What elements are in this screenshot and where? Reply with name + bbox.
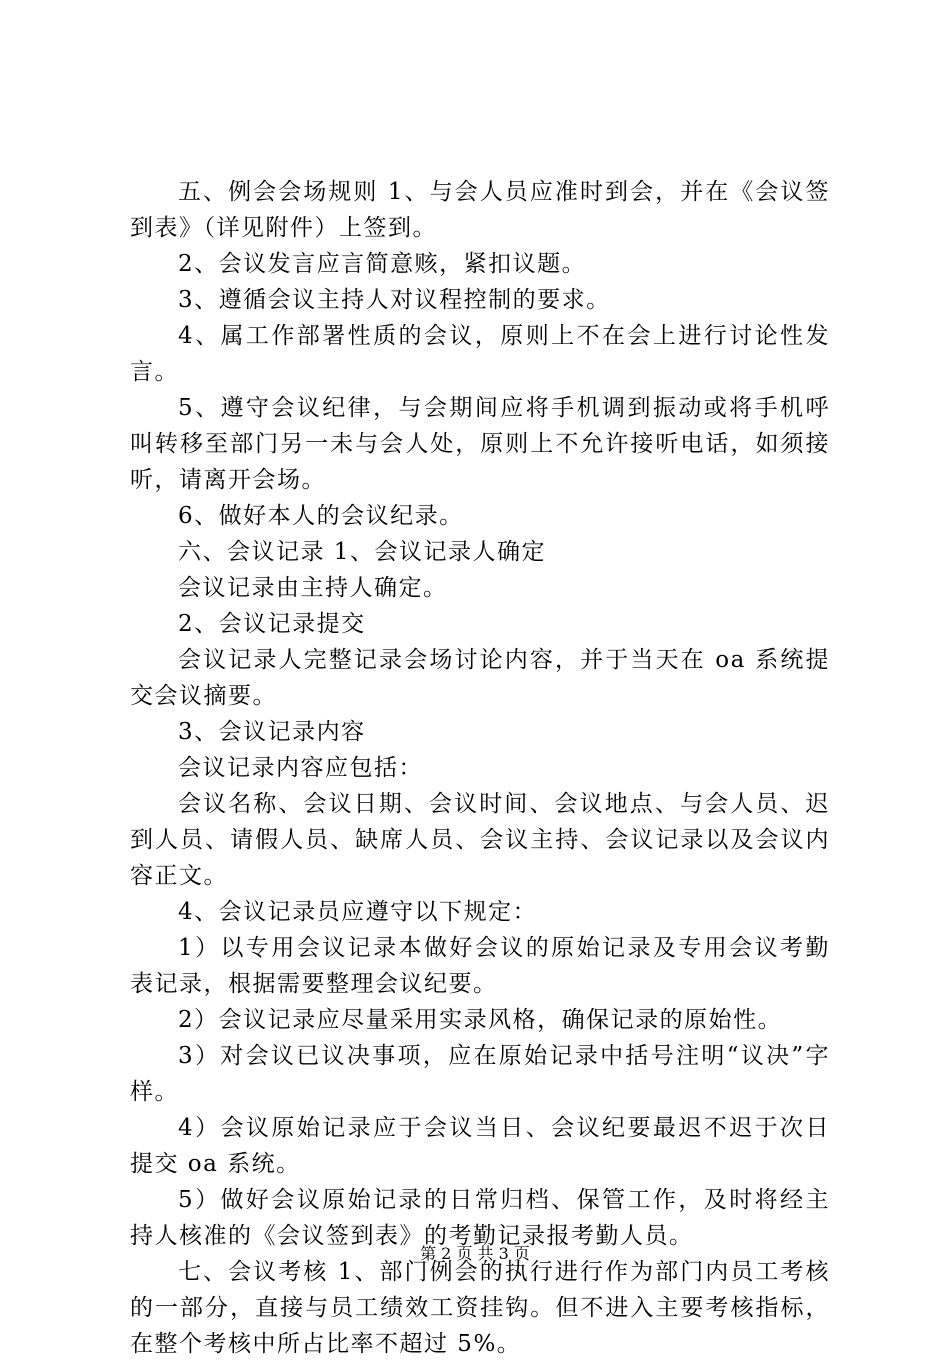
paragraph-18: 4）会议原始记录应于会议当日、会议纪要最迟不迟于次日提交 oa 系统。 [130,1115,830,1177]
document-body [130,174,830,1362]
paragraph-3: 3、遵循会议主持人对议程控制的要求。 [178,287,611,313]
paragraph-20: 七、会议考核 1、部门例会的执行进行作为部门内员工考核的一部分，直接与员工绩效工资挂钩。但不进入主要考核指标，在整个考核中所占比率不超过 5%。 [130,1259,830,1357]
paragraph-12: 会议记录内容应包括： [178,755,423,781]
paragraph-1: 五、例会会场规则 1、与会人员应准时到会，并在《会议签到表》（详见附件）上签到。 [130,179,830,241]
paragraph-2: 2、会议发言应言简意赅，紧扣议题。 [178,251,587,277]
paragraph-14: 4、会议记录员应遵守以下规定： [178,899,538,925]
paragraph-5: 5、遵守会议纪律，与会期间应将手机调到振动或将手机呼叫转移至部门另一未与会人处，原则上不允许接听电话，如须接听，请离开会场。 [130,395,830,493]
paragraph-7: 六、会议记录 1、会议记录人确定 [178,539,546,565]
paragraph-17: 3）对会议已议决事项，应在原始记录中括号注明“议决”字样。 [130,1043,830,1105]
paragraph-16: 2）会议记录应尽量采用实录风格，确保记录的原始性。 [178,1007,783,1033]
paragraph-8: 会议记录由主持人确定。 [178,575,448,601]
paragraph-9: 2、会议记录提交 [178,611,366,637]
paragraph-4: 4、属工作部署性质的会议，原则上不在会上进行讨论性发言。 [130,323,830,385]
paragraph-15: 1）以专用会议记录本做好会议的原始记录及专用会议考勤表记录，根据需要整理会议纪要。 [130,935,830,997]
paragraph-6: 6、做好本人的会议纪录。 [178,503,464,529]
page-number-footer: 第 2 页 共 3 页 [420,1244,530,1263]
paragraph-11: 3、会议记录内容 [178,719,366,745]
paragraph-10: 会议记录人完整记录会场讨论内容，并于当天在 oa 系统提交会议摘要。 [130,647,830,709]
paragraph-19: 5）做好会议原始记录的日常归档、保管工作，及时将经主持人核准的《会议签到表》的考勤记录报考勤人员。 [130,1187,830,1249]
paragraph-13: 会议名称、会议日期、会议时间、会议地点、与会人员、迟到人员、请假人员、缺席人员、会议主持、会议记录以及会议内容正文。 [130,791,830,889]
